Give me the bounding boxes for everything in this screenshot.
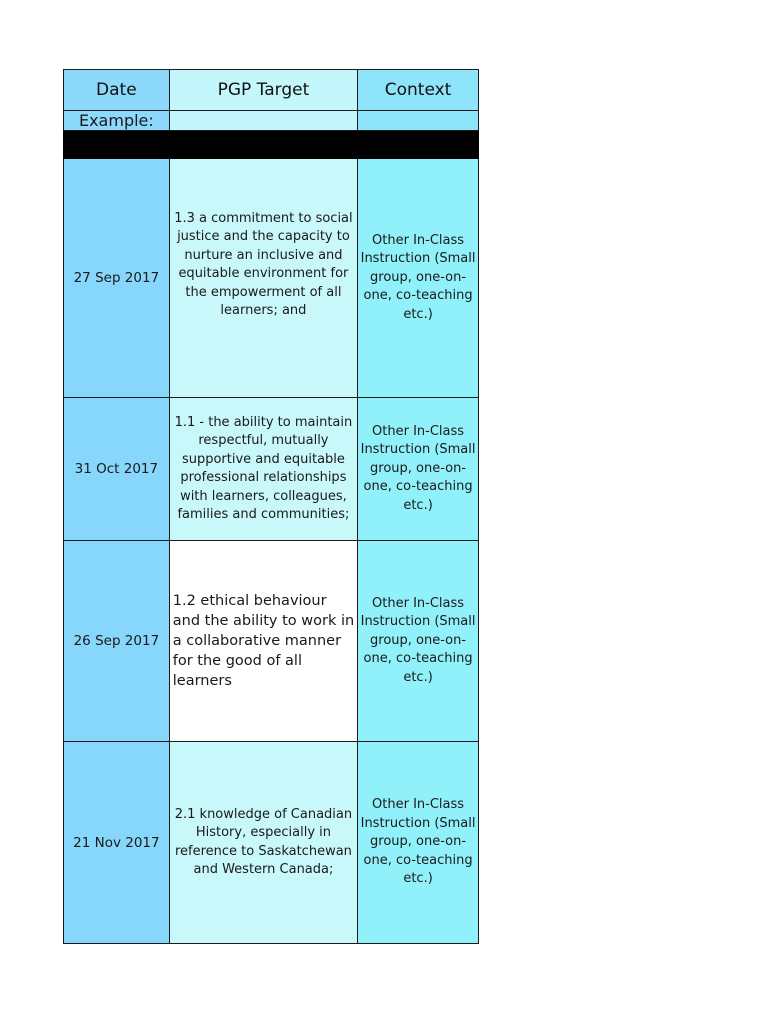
example-context-cell xyxy=(358,111,479,131)
pgp-target-cell xyxy=(169,541,357,742)
date-cell: 26 Sep 2017 xyxy=(64,541,170,742)
divider-bar xyxy=(64,131,479,159)
date-cell: 31 Oct 2017 xyxy=(64,398,170,541)
pgp-target-text: 1.3 a commitment to social justice and the capacity to nurture an inclusive and equitable environment for the empowerment of all learners; and xyxy=(174,210,353,318)
divider-cell xyxy=(64,131,170,159)
divider-cell xyxy=(358,131,479,159)
date-cell: 21 Nov 2017 xyxy=(64,742,170,944)
example-pgp-cell xyxy=(169,111,357,131)
table-row xyxy=(64,398,479,541)
table-row xyxy=(64,742,479,944)
header-context: Context xyxy=(358,70,479,111)
example-label: Example: xyxy=(64,111,170,131)
table-row xyxy=(64,159,479,398)
context-cell: Other In-Class Instruction (Small group, one-on-one, co-teaching etc.) xyxy=(358,398,479,541)
pgp-target-cell xyxy=(169,159,357,398)
divider-cell xyxy=(169,131,357,159)
header-date: Date xyxy=(64,70,170,111)
pgp-target-text: 1.2 ethical behaviour and the ability to work in a collaborative manner for the good of all learners xyxy=(172,593,355,689)
header-row xyxy=(64,70,479,111)
pgp-log-table xyxy=(63,69,479,944)
date-cell: 27 Sep 2017 xyxy=(64,159,170,398)
example-row xyxy=(64,111,479,131)
context-cell: Other In-Class Instruction (Small group, one-on-one, co-teaching etc.) xyxy=(358,742,479,944)
context-cell: Other In-Class Instruction (Small group, one-on-one, co-teaching etc.) xyxy=(358,541,479,742)
pgp-target-cell: 2.1 knowledge of Canadian History, especially in reference to Saskatchewan and Western Canada; xyxy=(169,742,357,944)
pgp-target-cell: 1.1 - the ability to maintain respectful, mutually supportive and equitable professional relationships with learners, colleagues, families and communities; xyxy=(169,398,357,541)
table-row xyxy=(64,541,479,742)
header-pgp-target: PGP Target xyxy=(169,70,357,111)
context-cell: Other In-Class Instruction (Small group, one-on-one, co-teaching etc.) xyxy=(358,159,479,398)
